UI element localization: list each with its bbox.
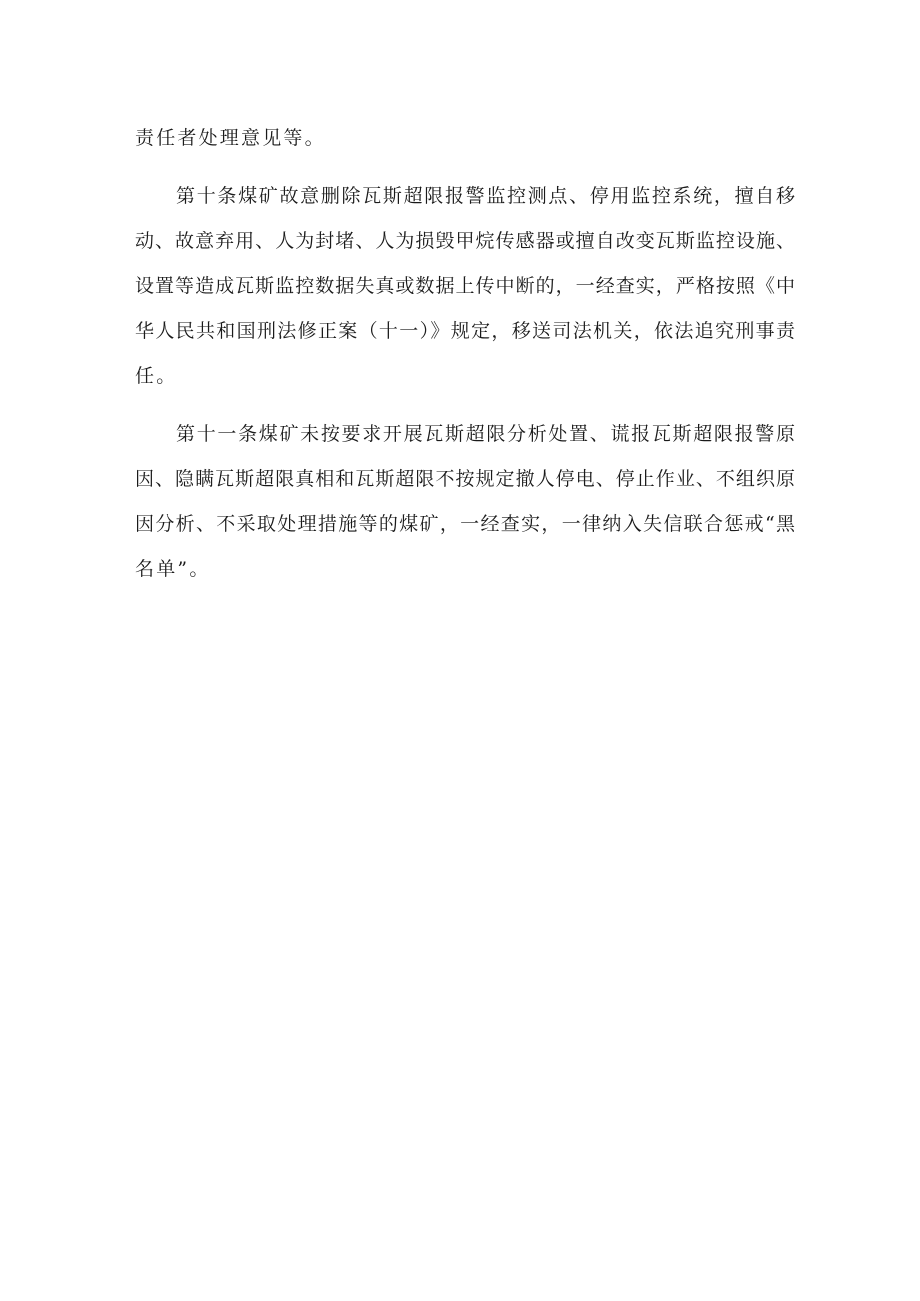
paragraph-line: 名单”。 [135, 558, 211, 580]
paragraph-line: 动、故意弃用、人为封堵、人为损毁甲烷传感器或擅自改变瓦斯监控设施、 [135, 230, 795, 252]
paragraph-line: 设置等造成瓦斯监控数据失真或数据上传中断的，一经查实，严格按照《中 [135, 275, 795, 297]
paragraph-line: 因、隐瞒瓦斯超限真相和瓦斯超限不按规定撤人停电、停止作业、不组织原 [135, 468, 795, 490]
paragraph-line: 任。 [135, 365, 178, 387]
paragraph-line: 第十一条煤矿未按要求开展瓦斯超限分析处置、谎报瓦斯超限报警原 [176, 423, 795, 445]
paragraph-spacer [135, 399, 795, 412]
paragraph-spacer [135, 161, 795, 174]
paragraph-line: 第十条煤矿故意删除瓦斯超限报警监控测点、停用监控系统，擅自移 [176, 185, 795, 207]
document-body [135, 116, 795, 592]
paragraph-line: 华人民共和国刑法修正案（十一）》规定，移送司法机关，依法追究刑事责 [135, 320, 795, 342]
paragraph-line: 责任者处理意见等。 [135, 127, 326, 149]
paragraph-line: 因分析、不采取处理措施等的煤矿，一经查实，一律纳入失信联合惩戒“黑 [135, 513, 795, 535]
